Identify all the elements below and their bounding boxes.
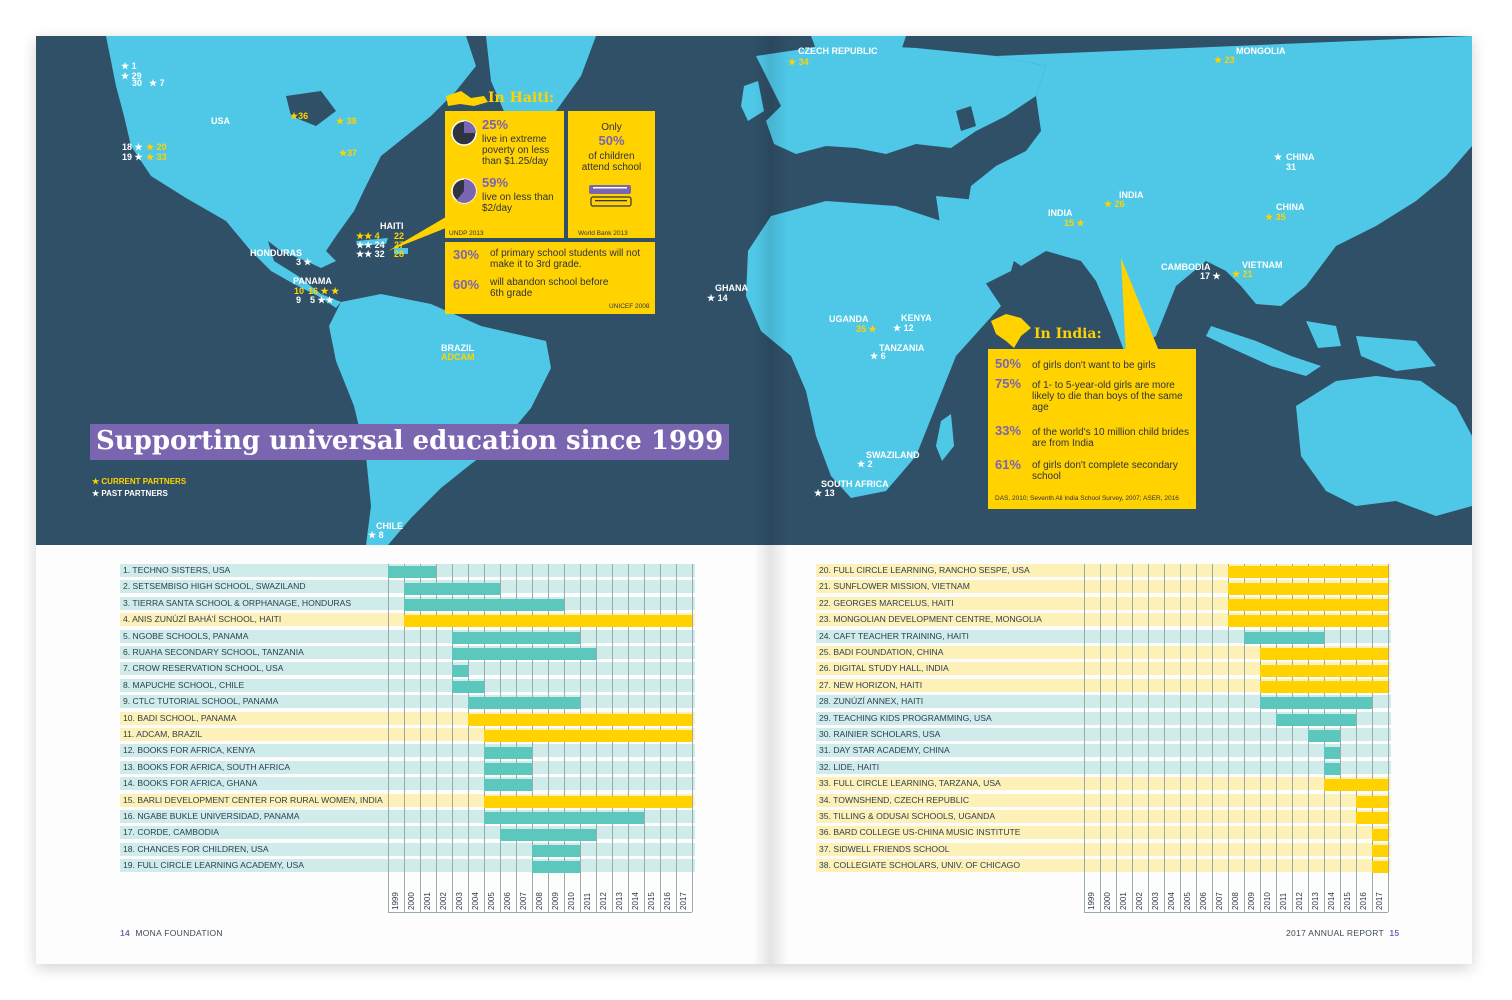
marker-33: ★ 33 [146, 152, 167, 162]
left-partner-bar [484, 812, 644, 824]
right-year-gridline [1164, 564, 1181, 912]
marker-31: 31 [1286, 162, 1297, 172]
marker-5: 5 ★★ [310, 295, 334, 305]
left-partner-bar [468, 697, 580, 709]
right-row-label: 33. FULL CIRCLE LEARNING, TARZANA, USA [819, 778, 1001, 789]
right-grid-bottom-line [1084, 912, 1388, 913]
haiti-poverty-box [445, 111, 564, 238]
right-row-label: 22. GEORGES MARCELUS, HAITI [819, 597, 954, 608]
right-row-label: 34. TOWNSHEND, CZECH REPUBLIC [819, 794, 970, 805]
right-row-label: 32. LIDE, HAITI [819, 761, 880, 772]
label-south-africa: SOUTH AFRICA [821, 479, 889, 489]
magazine-spread [36, 36, 1472, 964]
left-year-label: 2014 [631, 891, 640, 910]
right-year-label: 1999 [1087, 891, 1096, 910]
right-year-label: 2006 [1199, 891, 1208, 910]
right-year-label: 2001 [1119, 891, 1128, 910]
right-partner-bar [1324, 779, 1388, 791]
right-row-label: 21. SUNFLOWER MISSION, VIETNAM [819, 581, 970, 592]
left-row-label: 11. ADCAM, BRAZIL [123, 729, 203, 739]
books-icon [587, 181, 635, 213]
footer-left [120, 928, 223, 938]
india-s1-text: of girls don't want to be girls [1032, 360, 1156, 371]
label-brazil: BRAZIL [441, 343, 474, 353]
haiti-stat1-text: live in extreme poverty on less than $1.25/day [482, 134, 550, 167]
right-year-gridline [1100, 564, 1117, 912]
marker-10: 10 [294, 286, 305, 296]
right-partner-bar [1228, 583, 1388, 595]
label-brazil-adcam: ADCAM [441, 352, 475, 362]
page-gutter [754, 36, 788, 964]
marker-36: ★36 [290, 111, 309, 121]
haiti-stat4-pct: 60% [453, 277, 480, 292]
right-year-label: 2009 [1247, 891, 1256, 910]
left-year-label: 2015 [647, 891, 656, 910]
haiti-attend-text: of children attend school [581, 151, 642, 173]
marker-16: 16 ★ ★ [308, 286, 340, 296]
left-row-label: 5. NGOBE SCHOOLS, PANAMA [123, 630, 249, 641]
marker-2: ★ 2 [857, 459, 873, 469]
right-year-label: 2005 [1183, 891, 1192, 910]
legend-current: ★ CURRENT PARTNERS [92, 477, 187, 486]
marker-35-china: ★ 35 [1265, 212, 1286, 222]
right-year-label: 2011 [1279, 892, 1288, 910]
right-partner-bar [1260, 648, 1388, 660]
haiti-source-3: UNICEF 2008 [609, 303, 650, 310]
left-year-label: 2006 [503, 891, 512, 910]
marker-17: 17 ★ [1200, 271, 1221, 281]
left-partner-bar [484, 779, 532, 791]
marker-china-1: ★ [1274, 152, 1283, 162]
haiti-source-2: World Bank 2013 [578, 230, 628, 237]
marker-35-uganda: 35 ★ [856, 324, 877, 334]
right-partner-bar [1372, 829, 1388, 841]
haiti-attend-pct: 50% [598, 133, 625, 148]
label-honduras: HONDURAS [250, 248, 303, 258]
india-s1-pct: 50% [995, 356, 1022, 371]
left-partner-bar [452, 648, 596, 660]
left-year-label: 2017 [679, 891, 688, 910]
marker-8: ★ 8 [368, 530, 384, 540]
headline: Supporting universal education since 1999 [90, 424, 729, 460]
right-year-gridline [1180, 564, 1197, 912]
left-row-label: 16. NGABE BUKLE UNIVERSIDAD, PANAMA [123, 811, 300, 821]
right-partner-bar [1228, 615, 1388, 627]
left-year-label: 2003 [455, 891, 464, 910]
label-tanzania: TANZANIA [879, 343, 925, 353]
right-year-gridline [1084, 564, 1101, 912]
right-year-gridline [1132, 564, 1149, 912]
left-row-label: 1. TECHNO SISTERS, USA [123, 565, 231, 575]
label-india-2: INDIA [1048, 208, 1073, 218]
label-india-1: INDIA [1119, 190, 1144, 200]
right-year-label: 2016 [1359, 891, 1368, 910]
marker-15: 15 ★ [1064, 218, 1085, 228]
left-year-label: 2012 [599, 891, 608, 910]
left-row-label: 12. BOOKS FOR AFRICA, KENYA [123, 745, 256, 756]
india-s2-pct: 75% [995, 376, 1022, 391]
right-year-label: 2015 [1343, 891, 1352, 910]
pie-25-icon [450, 119, 478, 147]
haiti-stat2-text: live on less than $2/day [482, 192, 554, 214]
haiti-schooling-box [445, 242, 655, 314]
label-china-2: CHINA [1276, 202, 1305, 212]
right-partner-bar [1260, 697, 1372, 709]
right-row-label: 23. MONGOLIAN DEVELOPMENT CENTRE, MONGOLIA [819, 614, 1042, 625]
marker-28: 28 [394, 249, 405, 259]
footer-left-text: MONA FOUNDATION [135, 928, 223, 938]
left-row-label: 19. FULL CIRCLE LEARNING ACADEMY, USA [123, 860, 305, 871]
right-year-label: 2017 [1375, 891, 1384, 910]
left-partner-bar [500, 829, 596, 841]
right-row-label: 28. ZUNÚZÍ ANNEX, HAITI [819, 696, 924, 707]
marker-32: ★★ 32 [356, 249, 385, 259]
right-row-label: 31. DAY STAR ACADEMY, CHINA [819, 745, 950, 756]
right-row-label: 27. NEW HORIZON, HAITI [819, 679, 923, 690]
left-partner-bar [532, 845, 580, 857]
right-row-label: 36. BARD COLLEGE US-CHINA MUSIC INSTITUTE [819, 827, 1021, 838]
left-row-label: 3. TIERRA SANTA SCHOOL & ORPHANAGE, HONDURAS [123, 597, 352, 608]
marker-6: ★ 6 [870, 351, 886, 361]
india-silhouette-icon [991, 314, 1031, 348]
left-year-label: 2011 [583, 892, 592, 910]
haiti-only: Only [601, 122, 622, 133]
right-year-label: 2013 [1311, 891, 1320, 910]
right-row-label: 37. SIDWELL FRIENDS SCHOOL [819, 843, 950, 854]
left-row-label: 10. BADI SCHOOL, PANAMA [123, 712, 237, 723]
marker-34: ★ 34 [788, 57, 809, 67]
left-row-label: 9. CTLC TUTORIAL SCHOOL, PANAMA [123, 696, 279, 707]
right-partner-bar [1244, 632, 1324, 644]
left-year-label: 2002 [439, 891, 448, 910]
left-year-label: 2007 [519, 891, 528, 910]
marker-14: ★ 14 [707, 293, 728, 303]
marker-30: 30 [132, 78, 143, 88]
left-row-label: 2. SETSEMBISO HIGH SCHOOL, SWAZILAND [123, 581, 306, 592]
right-year-label: 2012 [1295, 891, 1304, 910]
right-row-label: 30. RAINIER SCHOLARS, USA [819, 729, 941, 739]
marker-1: ★ 1 [121, 61, 137, 71]
right-year-gridline [1116, 564, 1133, 912]
right-partner-bar [1228, 599, 1388, 611]
right-partner-bar [1260, 665, 1388, 677]
haiti-attendance-box [568, 111, 655, 238]
right-partner-bar [1308, 730, 1340, 742]
right-year-label: 2003 [1151, 891, 1160, 910]
right-row-label: 26. DIGITAL STUDY HALL, INDIA [819, 663, 949, 674]
label-panama: PANAMA [293, 276, 332, 286]
page-number-right: 15 [1389, 928, 1400, 938]
left-year-label: 2016 [663, 891, 672, 910]
legend-past: ★ PAST PARTNERS [92, 489, 168, 498]
india-s4-pct: 61% [995, 457, 1022, 472]
left-partner-bar [468, 714, 692, 726]
left-partner-bar [404, 583, 500, 595]
left-partner-bar [452, 632, 580, 644]
marker-20: ★ 20 [146, 142, 167, 152]
left-partner-bar [484, 730, 692, 742]
left-year-label: 1999 [391, 891, 400, 910]
left-partner-bar [404, 615, 692, 627]
right-row-label: 20. FULL CIRCLE LEARNING, RANCHO SESPE, USA [819, 565, 1030, 575]
right-year-label: 2014 [1327, 891, 1336, 910]
marker-23: ★ 23 [1214, 55, 1235, 65]
label-mongolia: MONGOLIA [1236, 46, 1286, 56]
left-row-label: 6. RUAHA SECONDARY SCHOOL, TANZANIA [123, 647, 304, 657]
haiti-callout-title: In Haiti: [488, 90, 555, 106]
marker-12: ★ 12 [893, 323, 914, 333]
marker-26: ★ 26 [1104, 199, 1125, 209]
right-row-label: 29. TEACHING KIDS PROGRAMMING, USA [819, 712, 992, 723]
marker-19: 19 ★ [122, 152, 143, 162]
marker-27: 27 [394, 240, 405, 250]
partner-timeline-left [120, 564, 692, 916]
india-stats-box [988, 349, 1196, 509]
left-partner-bar [532, 861, 580, 873]
marker-22: 22 [394, 231, 405, 241]
marker-9: 9 [296, 295, 302, 305]
right-year-label: 2008 [1231, 891, 1240, 910]
marker-24: ★★ 24 [356, 240, 385, 250]
left-row-label: 7. CROW RESERVATION SCHOOL, USA [123, 663, 284, 674]
haiti-stat1-pct: 25% [482, 117, 509, 132]
india-s3-text: of the world's 10 million child brides are from India [1032, 427, 1189, 449]
india-callout-title: In India: [1034, 326, 1102, 342]
haiti-stat2-pct: 59% [482, 175, 509, 190]
right-partner-bar [1260, 681, 1388, 693]
right-year-gridline [1212, 564, 1229, 912]
label-chile: CHILE [376, 521, 403, 531]
marker-18: 18 ★ [122, 142, 143, 152]
left-partner-bar [404, 599, 564, 611]
marker-29: ★ 29 [121, 71, 142, 81]
left-partner-bar [388, 566, 436, 578]
marker-38: ★ 38 [336, 116, 357, 126]
left-year-label: 2013 [615, 891, 624, 910]
right-partner-bar [1356, 812, 1388, 824]
marker-4: ★★ 4 [356, 231, 380, 241]
footer-right-text: 2017 ANNUAL REPORT [1286, 928, 1384, 938]
left-row-label: 13. BOOKS FOR AFRICA, SOUTH AFRICA [123, 761, 291, 772]
right-row-label: 35. TILLING & ODUSAI SCHOOLS, UGANDA [819, 811, 996, 821]
label-cambodia: CAMBODIA [1161, 262, 1211, 272]
label-haiti: HAITI [380, 221, 404, 231]
left-year-label: 2009 [551, 891, 560, 910]
right-row-label: 25. BADI FOUNDATION, CHINA [819, 647, 944, 657]
partner-timeline-right [816, 564, 1388, 916]
left-year-label: 2010 [567, 891, 576, 910]
right-partner-bar [1372, 845, 1388, 857]
marker-7: ★ 7 [149, 78, 165, 88]
left-year-label: 2005 [487, 891, 496, 910]
left-row-label: 4. ANIS ZUNÚZÍ BAHÁ'Í SCHOOL, HAITI [123, 614, 282, 625]
left-grid-end-line [692, 564, 709, 912]
marker-37: ★37 [339, 148, 358, 158]
left-partner-bar [452, 665, 468, 677]
right-year-label: 2002 [1135, 891, 1144, 910]
haiti-stat3-pct: 30% [453, 247, 480, 262]
left-row-label: 8. MAPUCHE SCHOOL, CHILE [123, 679, 245, 690]
right-year-gridline [1148, 564, 1165, 912]
haiti-stat4-text: will abandon school before 6th grade [490, 277, 609, 299]
right-row-label: 38. COLLEGIATE SCHOLARS, UNIV. OF CHICAGO [819, 860, 1021, 871]
haiti-source-1: UNDP 2013 [449, 230, 484, 237]
right-year-gridline [1196, 564, 1213, 912]
left-row-label: 18. CHANCES FOR CHILDREN, USA [123, 843, 269, 854]
left-grid-bottom-line [388, 912, 692, 913]
right-partner-bar [1276, 714, 1356, 726]
right-year-label: 2004 [1167, 891, 1176, 910]
marker-13: ★ 13 [814, 488, 835, 498]
right-partner-bar [1324, 763, 1340, 775]
india-s3-pct: 33% [995, 423, 1022, 438]
marker-3: 3 ★ [296, 257, 312, 267]
left-year-label: 2004 [471, 891, 480, 910]
india-source: DAS, 2010; Seventh All India School Survey, 2007; ASER, 2016 [995, 495, 1179, 502]
right-row-label: 24. CAFT TEACHER TRAINING, HAITI [819, 630, 969, 641]
left-row-label: 17. CORDE, CAMBODIA [123, 827, 219, 838]
page-number-left: 14 [120, 928, 131, 938]
right-year-label: 2000 [1103, 891, 1112, 910]
label-swaziland: SWAZILAND [866, 450, 920, 460]
haiti-stat3-text: of primary school students will not make it to 3rd grade. [490, 248, 641, 270]
right-partner-bar [1228, 566, 1388, 578]
label-uganda: UGANDA [829, 314, 869, 324]
left-year-label: 2001 [423, 891, 432, 910]
left-partner-bar [452, 681, 484, 693]
label-czech: CZECH REPUBLIC [798, 46, 878, 56]
left-year-gridline [388, 564, 405, 912]
india-s4-text: of girls don't complete secondary school [1032, 460, 1178, 482]
marker-21: ★ 21 [1232, 269, 1253, 279]
india-s2-text: of 1- to 5-year-old girls are more likely to die than boys of the same age [1032, 380, 1183, 413]
left-year-label: 2000 [407, 891, 416, 910]
pie-59-icon [450, 177, 478, 205]
left-row-label: 15. BARLI DEVELOPMENT CENTER FOR RURAL WOMEN, INDIA [123, 794, 383, 805]
left-partner-bar [484, 796, 692, 808]
left-partner-bar [484, 747, 532, 759]
footer-right [1286, 928, 1399, 938]
right-partner-bar [1324, 747, 1340, 759]
right-year-label: 2007 [1215, 891, 1224, 910]
label-usa: USA [211, 116, 231, 126]
right-partner-bar [1356, 796, 1388, 808]
label-ghana: GHANA [715, 283, 748, 293]
label-china-1: CHINA [1286, 152, 1315, 162]
right-year-label: 2010 [1263, 891, 1272, 910]
label-vietnam: VIETNAM [1242, 260, 1283, 270]
left-year-label: 2008 [535, 891, 544, 910]
right-grid-end-line [1388, 564, 1405, 912]
left-partner-bar [484, 763, 532, 775]
label-kenya: KENYA [901, 313, 932, 323]
right-partner-bar [1372, 861, 1388, 873]
left-row-label: 14. BOOKS FOR AFRICA, GHANA [123, 778, 258, 789]
